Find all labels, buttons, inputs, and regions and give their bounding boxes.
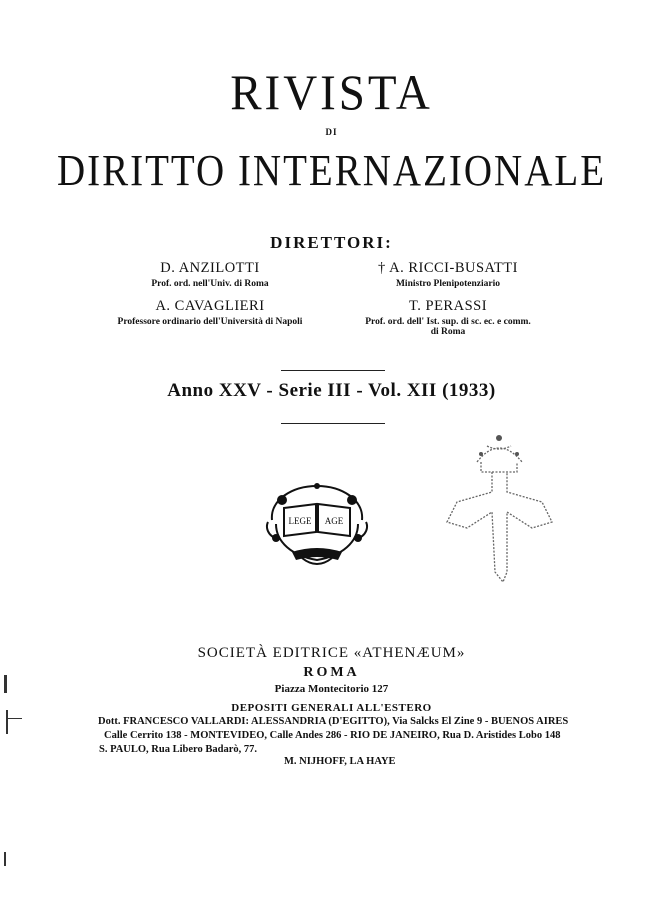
director-affiliation: Prof. ord. nell'Univ. di Roma	[151, 279, 269, 289]
director-entry	[80, 298, 340, 327]
director-name: A. CAVAGLIERI	[155, 298, 265, 314]
director-name: T. PERASSI	[408, 298, 488, 314]
depositi-line: Dott. FRANCESCO VALLARDI: ALESSANDRIA (D'EGITTO), Via Salcks El Zine 9 - BUENOS AIRES	[98, 716, 569, 727]
directors-left-column	[80, 260, 340, 336]
depositi-line: M. NIJHOFF, LA HAYE	[284, 756, 396, 767]
director-entry	[318, 298, 578, 337]
publisher-city: ROMA	[303, 665, 360, 680]
journal-title-di: DI	[325, 127, 338, 137]
emblem-book-left-text: LEGE	[288, 516, 312, 526]
director-affiliation: Professore ordinario dell'Università di Napoli	[117, 317, 303, 327]
director-affiliation: di Roma	[430, 327, 466, 337]
crowned-cross-watermark	[437, 432, 562, 592]
director-name: † A. RICCI-BUSATTI	[378, 260, 518, 276]
volume-line: Anno XXV - Serie III - Vol. XII (1933)	[167, 380, 496, 401]
director-entry	[318, 260, 578, 289]
journal-title-line1: RIVISTA	[230, 65, 433, 121]
director-entry	[80, 260, 340, 289]
director-name: D. ANZILOTTI	[160, 260, 260, 276]
divider-rule	[281, 423, 385, 424]
depositi-line: Calle Cerrito 138 - MONTEVIDEO, Calle Andes 286 - RIO DE JANEIRO, Rua D. Aristides Lobo 148	[104, 730, 561, 741]
divider-rule	[281, 370, 385, 371]
publisher-address: Piazza Montecitorio 127	[274, 683, 389, 695]
scan-mark	[8, 718, 22, 719]
depositi-line: S. PAULO, Rua Libero Badarò, 77.	[99, 744, 258, 755]
lege-age-emblem	[262, 480, 372, 570]
direttori-heading: DIRETTORI:	[270, 233, 393, 252]
journal-title-line2: DIRITTO INTERNAZIONALE	[56, 145, 607, 196]
director-affiliation: Prof. ord. dell' Ist. sup. di sc. ec. e comm.	[365, 317, 531, 327]
depositi-heading: DEPOSITI GENERALI ALL'ESTERO	[231, 702, 432, 714]
scan-mark	[4, 852, 6, 866]
scan-mark	[6, 710, 8, 734]
directors-right-column	[318, 260, 578, 346]
emblem-book-right-text: AGE	[324, 516, 344, 526]
scan-mark	[4, 675, 7, 693]
director-affiliation: Ministro Plenipotenziario	[395, 279, 501, 289]
publisher-name: SOCIETÀ EDITRICE «ATHENÆUM»	[197, 645, 466, 661]
